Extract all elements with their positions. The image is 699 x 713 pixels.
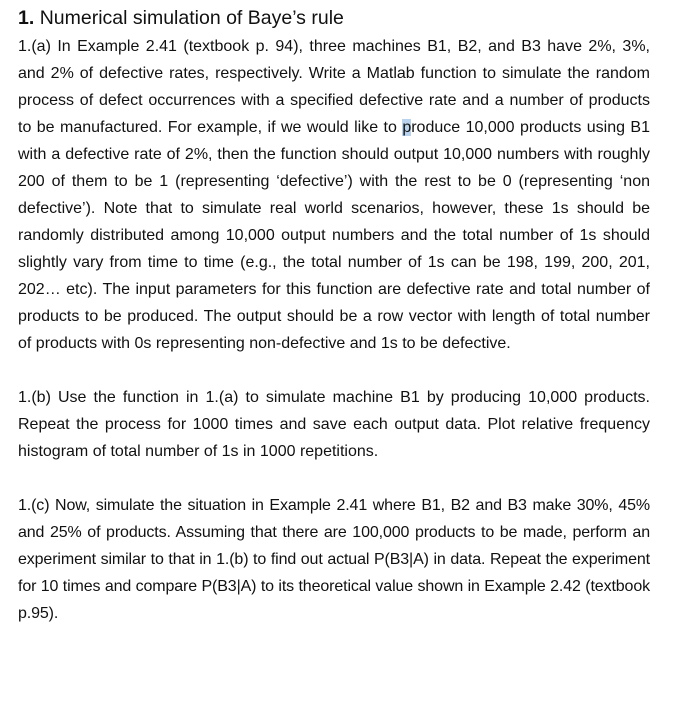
paragraph-part-c: 1.(c) Now, simulate the situation in Example 2.41 where B1, B2 and B3 make 30%, 45% and 25% of products. Assuming that there are 100,000 products to be made, perform an experiment similar to that in 1.(b) to find out actual P(B3|A) in data. Repeat the experiment for 10 times and compare P(B3|A) to its theoretical value shown in Example 2.42 (textbook p.95). bbox=[18, 497, 650, 622]
section-number: 1. bbox=[18, 7, 35, 29]
section-heading bbox=[18, 6, 650, 31]
paragraph-part-a bbox=[18, 33, 650, 357]
text-cursor-highlight: p bbox=[402, 119, 412, 136]
document-body bbox=[18, 6, 650, 627]
paragraph-part-b: 1.(b) Use the function in 1.(a) to simulate machine B1 by producing 10,000 products. Repeat the process for 1000 times and save each output data. Plot relative frequency histogram of total number of 1s in 1000 repetitions. bbox=[18, 389, 650, 460]
part-a-text-start: 1.(a) In Example 2.41 (textbook p. 94), three machines B1, B2, and B3 have 2%, 3%, and 2% of defective rates, respectively. Write a Matlab function to simulate the random process of defect occurrences with a specified defective rate and a number of products to be manufactured. For example, if we would like to bbox=[18, 38, 650, 136]
section-title: Numerical simulation of Baye’s rule bbox=[39, 7, 344, 29]
part-a-text-end: roduce 10,000 products using B1 with a defective rate of 2%, then the function should output 10,000 numbers with roughly 200 of them to be 1 (representing ‘defective’) with the rest to be 0 (representing ‘non defective’). Note that to simulate real world scenarios, however, these 1s should be randomly distributed among 10,000 output numbers and the total number of 1s should slightly vary from time to time (e.g., the total number of 1s can be 198, 199, 200, 201, 202… etc). The input parameters for this function are defective rate and total number of products to be produced. The output should be a row vector with length of total number of products with 0s representing non-defective and 1s to be defective. bbox=[18, 119, 651, 352]
